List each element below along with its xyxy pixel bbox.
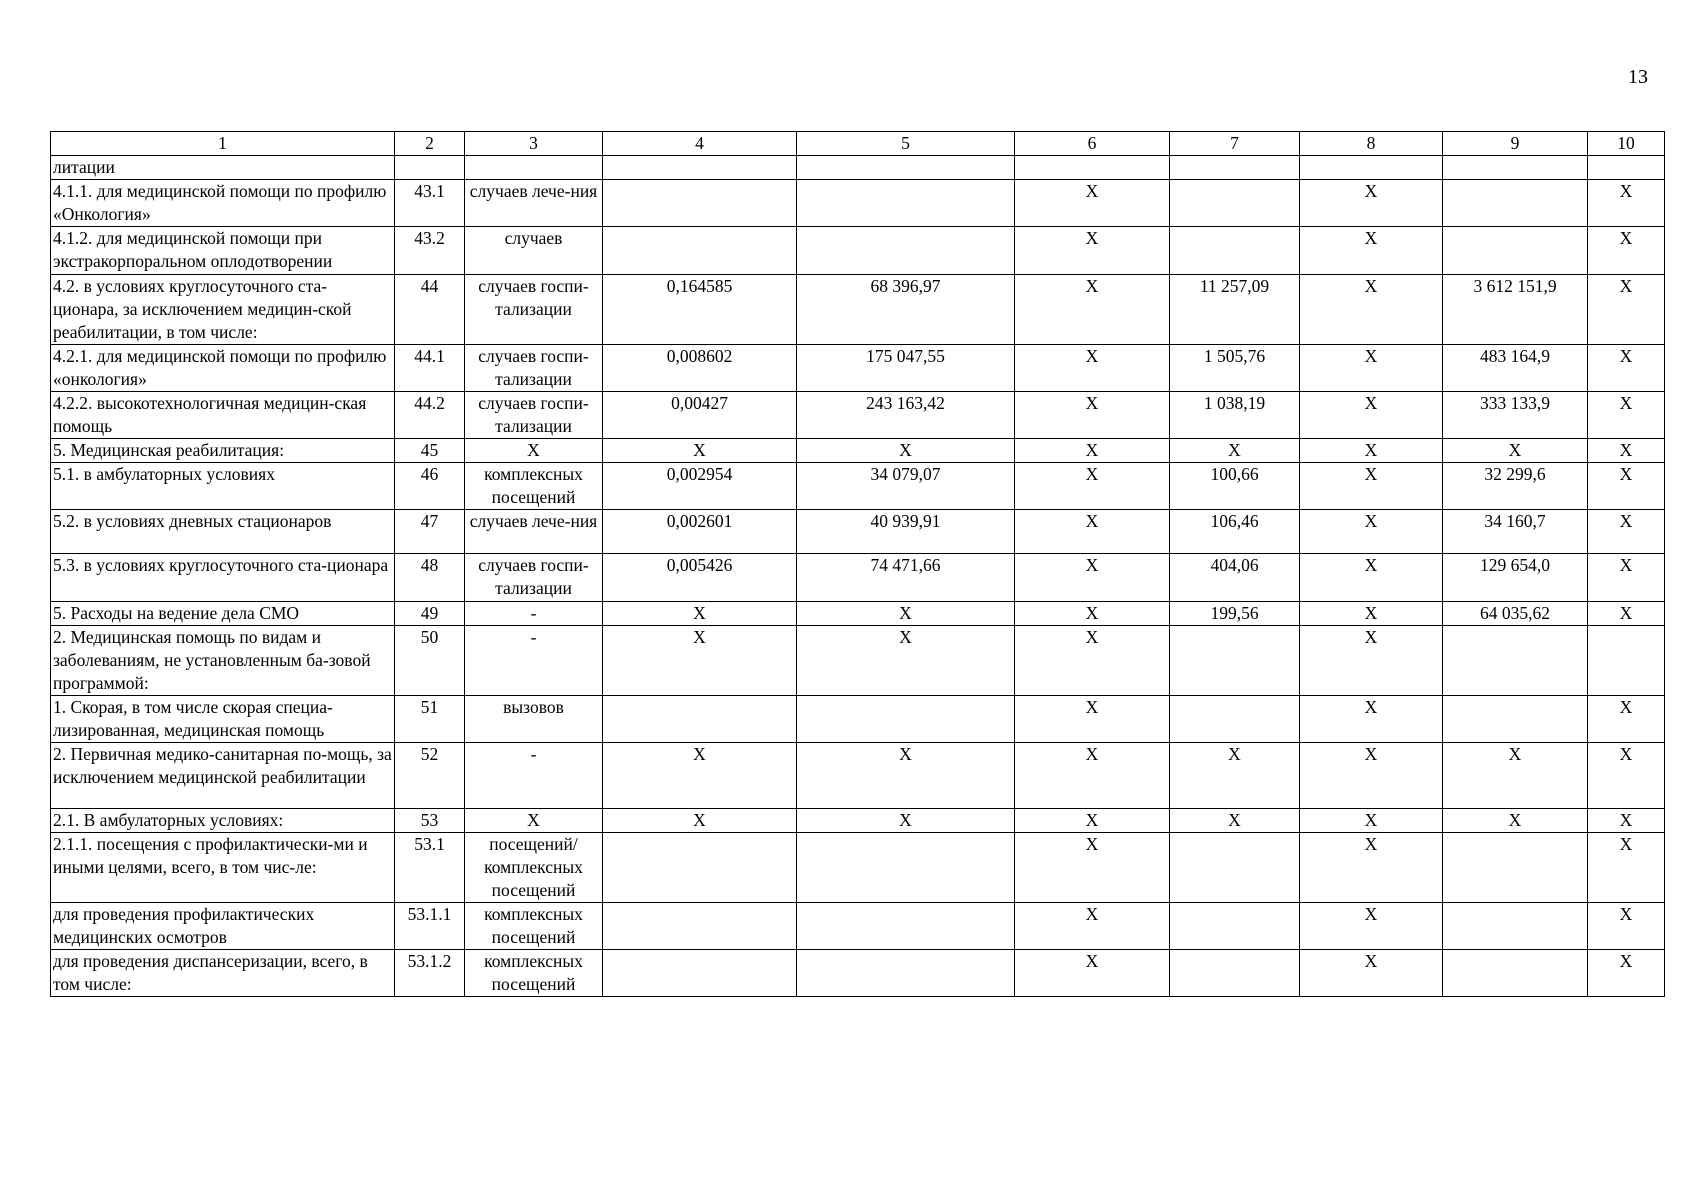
row-code-cell: 51 — [395, 696, 465, 743]
value-cell: Х — [1015, 602, 1170, 626]
value-cell: Х — [1588, 439, 1665, 463]
value-cell: Х — [1170, 439, 1300, 463]
value-cell: Х — [1015, 345, 1170, 392]
unit-cell: посещений/ комплексных посещений — [465, 833, 603, 903]
value-cell — [603, 903, 797, 950]
value-cell — [1300, 156, 1443, 180]
row-code-cell: 49 — [395, 602, 465, 626]
value-cell: Х — [1588, 180, 1665, 227]
value-cell: 68 396,97 — [797, 275, 1015, 345]
value-cell: Х — [1015, 626, 1170, 696]
value-cell: Х — [603, 602, 797, 626]
value-cell: 483 164,9 — [1443, 345, 1588, 392]
value-cell: Х — [1300, 392, 1443, 439]
table-row — [51, 696, 1665, 743]
data-table — [50, 131, 1665, 997]
value-cell — [797, 903, 1015, 950]
row-name-cell: 5. Расходы на ведение дела СМО — [51, 602, 395, 626]
value-cell — [1443, 626, 1588, 696]
unit-cell: - — [465, 743, 603, 809]
row-name-cell: 2. Первичная медико-санитарная по-мощь, за исключением медицинской реабилитации — [51, 743, 395, 809]
row-name-cell: 4.2. в условиях круглосуточного ста-ционара, за исключением медицин-ской реабилитации, в том числе: — [51, 275, 395, 345]
row-name-cell: 5.2. в условиях дневных стационаров — [51, 510, 395, 554]
value-cell — [1170, 180, 1300, 227]
header-cell: 6 — [1015, 132, 1170, 156]
row-code-cell: 43.1 — [395, 180, 465, 227]
value-cell: Х — [1300, 696, 1443, 743]
unit-cell: Х — [465, 809, 603, 833]
row-code-cell: 44.2 — [395, 392, 465, 439]
value-cell: 333 133,9 — [1443, 392, 1588, 439]
value-cell: Х — [1588, 743, 1665, 809]
value-cell: Х — [1300, 510, 1443, 554]
header-cell: 10 — [1588, 132, 1665, 156]
table-row — [51, 554, 1665, 602]
value-cell: Х — [1015, 392, 1170, 439]
header-cell: 9 — [1443, 132, 1588, 156]
table-row — [51, 439, 1665, 463]
value-cell — [1170, 833, 1300, 903]
value-cell: 34 079,07 — [797, 463, 1015, 510]
value-cell — [603, 950, 797, 997]
value-cell — [1170, 227, 1300, 275]
value-cell: Х — [1588, 696, 1665, 743]
row-code-cell: 53.1.2 — [395, 950, 465, 997]
value-cell — [797, 156, 1015, 180]
value-cell: Х — [1588, 227, 1665, 275]
value-cell: Х — [1015, 743, 1170, 809]
value-cell — [1588, 156, 1665, 180]
row-name-cell: для проведения профилактических медицинских осмотров — [51, 903, 395, 950]
value-cell: 0,002601 — [603, 510, 797, 554]
value-cell: Х — [1300, 743, 1443, 809]
value-cell — [1443, 950, 1588, 997]
table-row — [51, 743, 1665, 809]
value-cell: Х — [1588, 510, 1665, 554]
value-cell: Х — [1015, 696, 1170, 743]
value-cell: Х — [1015, 510, 1170, 554]
value-cell: Х — [1300, 180, 1443, 227]
unit-cell: случаев госпи-тализации — [465, 392, 603, 439]
value-cell: 243 163,42 — [797, 392, 1015, 439]
value-cell: Х — [1300, 554, 1443, 602]
value-cell: 100,66 — [1170, 463, 1300, 510]
row-name-cell: 4.2.2. высокотехнологичная медицин-ская помощь — [51, 392, 395, 439]
value-cell: Х — [1015, 439, 1170, 463]
value-cell: Х — [1300, 602, 1443, 626]
header-cell: 5 — [797, 132, 1015, 156]
unit-cell: случаев лече-ния — [465, 510, 603, 554]
table-row — [51, 602, 1665, 626]
value-cell: Х — [603, 626, 797, 696]
row-code-cell: 50 — [395, 626, 465, 696]
value-cell: Х — [1300, 833, 1443, 903]
unit-cell: случаев лече-ния — [465, 180, 603, 227]
value-cell — [603, 696, 797, 743]
value-cell — [1443, 696, 1588, 743]
header-cell: 3 — [465, 132, 603, 156]
table-row — [51, 156, 1665, 180]
value-cell: 1 505,76 — [1170, 345, 1300, 392]
value-cell: Х — [797, 743, 1015, 809]
row-code-cell: 44.1 — [395, 345, 465, 392]
value-cell: 40 939,91 — [797, 510, 1015, 554]
value-cell — [603, 180, 797, 227]
table-row — [51, 809, 1665, 833]
row-code-cell: 45 — [395, 439, 465, 463]
value-cell: 129 654,0 — [1443, 554, 1588, 602]
header-cell: 7 — [1170, 132, 1300, 156]
row-name-cell: 2.1. В амбулаторных условиях: — [51, 809, 395, 833]
value-cell: 1 038,19 — [1170, 392, 1300, 439]
value-cell — [1170, 950, 1300, 997]
value-cell: Х — [1588, 345, 1665, 392]
unit-cell: вызовов — [465, 696, 603, 743]
header-cell: 4 — [603, 132, 797, 156]
value-cell: Х — [1300, 463, 1443, 510]
value-cell: Х — [603, 439, 797, 463]
value-cell: Х — [603, 809, 797, 833]
value-cell: Х — [1015, 180, 1170, 227]
row-code-cell: 44 — [395, 275, 465, 345]
row-name-cell: 5.3. в условиях круглосуточного ста-ционара — [51, 554, 395, 602]
value-cell: 199,56 — [1170, 602, 1300, 626]
value-cell — [797, 180, 1015, 227]
value-cell — [1443, 156, 1588, 180]
header-cell: 1 — [51, 132, 395, 156]
value-cell — [1588, 626, 1665, 696]
value-cell — [1170, 903, 1300, 950]
value-cell — [1170, 626, 1300, 696]
value-cell: 106,46 — [1170, 510, 1300, 554]
value-cell — [603, 156, 797, 180]
value-cell: Х — [1170, 809, 1300, 833]
row-name-cell: 4.1.2. для медицинской помощи при экстракорпоральном оплодотворении — [51, 227, 395, 275]
value-cell: Х — [1170, 743, 1300, 809]
value-cell: Х — [1015, 463, 1170, 510]
row-code-cell: 47 — [395, 510, 465, 554]
value-cell: Х — [1588, 602, 1665, 626]
unit-cell: - — [465, 626, 603, 696]
table-row — [51, 345, 1665, 392]
page-number: 13 — [1628, 66, 1648, 88]
value-cell: Х — [1300, 275, 1443, 345]
row-code-cell: 52 — [395, 743, 465, 809]
value-cell — [1170, 156, 1300, 180]
value-cell: Х — [1588, 275, 1665, 345]
table-row — [51, 275, 1665, 345]
table-row — [51, 392, 1665, 439]
value-cell: Х — [1588, 950, 1665, 997]
value-cell: Х — [1015, 809, 1170, 833]
row-code-cell: 43.2 — [395, 227, 465, 275]
table-row — [51, 950, 1665, 997]
unit-cell: случаев госпи-тализации — [465, 275, 603, 345]
value-cell — [603, 227, 797, 275]
value-cell: Х — [1300, 227, 1443, 275]
row-code-cell: 53.1.1 — [395, 903, 465, 950]
unit-cell: Х — [465, 439, 603, 463]
value-cell: 0,008602 — [603, 345, 797, 392]
table-row — [51, 833, 1665, 903]
value-cell: 11 257,09 — [1170, 275, 1300, 345]
table-row — [51, 227, 1665, 275]
row-code-cell: 53.1 — [395, 833, 465, 903]
unit-cell — [465, 156, 603, 180]
value-cell: Х — [797, 809, 1015, 833]
value-cell: Х — [1443, 809, 1588, 833]
unit-cell: комплексных посещений — [465, 903, 603, 950]
value-cell: 0,005426 — [603, 554, 797, 602]
row-code-cell: 53 — [395, 809, 465, 833]
value-cell: 74 471,66 — [797, 554, 1015, 602]
row-code-cell: 48 — [395, 554, 465, 602]
value-cell: Х — [1588, 392, 1665, 439]
value-cell: 404,06 — [1170, 554, 1300, 602]
value-cell: Х — [1015, 554, 1170, 602]
value-cell — [1443, 833, 1588, 903]
row-code-cell: 46 — [395, 463, 465, 510]
row-name-cell: 4.1.1. для медицинской помощи по профилю «Онкология» — [51, 180, 395, 227]
row-name-cell: литации — [51, 156, 395, 180]
value-cell: 32 299,6 — [1443, 463, 1588, 510]
header-cell: 8 — [1300, 132, 1443, 156]
value-cell — [1443, 227, 1588, 275]
value-cell: 0,164585 — [603, 275, 797, 345]
value-cell: 3 612 151,9 — [1443, 275, 1588, 345]
value-cell: Х — [1015, 950, 1170, 997]
unit-cell: - — [465, 602, 603, 626]
value-cell: Х — [1588, 809, 1665, 833]
unit-cell: случаев — [465, 227, 603, 275]
value-cell: Х — [797, 439, 1015, 463]
unit-cell: случаев госпи-тализации — [465, 345, 603, 392]
value-cell: 175 047,55 — [797, 345, 1015, 392]
value-cell: Х — [1300, 345, 1443, 392]
value-cell — [797, 950, 1015, 997]
row-code-cell — [395, 156, 465, 180]
table-row — [51, 510, 1665, 554]
value-cell — [603, 833, 797, 903]
value-cell: Х — [1588, 463, 1665, 510]
value-cell: Х — [797, 602, 1015, 626]
unit-cell: комплексных посещений — [465, 463, 603, 510]
value-cell: Х — [1588, 833, 1665, 903]
value-cell: Х — [1015, 275, 1170, 345]
table-row — [51, 180, 1665, 227]
row-name-cell: 1. Скорая, в том числе скорая специа-лизированная, медицинская помощь — [51, 696, 395, 743]
value-cell: Х — [603, 743, 797, 809]
value-cell — [1015, 156, 1170, 180]
value-cell — [1170, 696, 1300, 743]
value-cell: Х — [1588, 554, 1665, 602]
value-cell: Х — [1015, 833, 1170, 903]
value-cell — [1443, 903, 1588, 950]
row-name-cell: 4.2.1. для медицинской помощи по профилю «онкология» — [51, 345, 395, 392]
value-cell: 0,002954 — [603, 463, 797, 510]
value-cell — [797, 227, 1015, 275]
unit-cell: комплексных посещений — [465, 950, 603, 997]
value-cell: Х — [797, 626, 1015, 696]
header-row — [51, 132, 1665, 156]
value-cell: Х — [1443, 439, 1588, 463]
row-name-cell: 5. Медицинская реабилитация: — [51, 439, 395, 463]
value-cell — [1443, 180, 1588, 227]
value-cell: Х — [1300, 626, 1443, 696]
value-cell: Х — [1300, 809, 1443, 833]
table-row — [51, 626, 1665, 696]
row-name-cell: 2. Медицинская помощь по видам и заболеваниям, не установленным ба-зовой программой: — [51, 626, 395, 696]
value-cell: Х — [1015, 903, 1170, 950]
value-cell: Х — [1300, 950, 1443, 997]
value-cell: Х — [1443, 743, 1588, 809]
table-row — [51, 463, 1665, 510]
unit-cell: случаев госпи-тализации — [465, 554, 603, 602]
value-cell: 0,00427 — [603, 392, 797, 439]
row-name-cell: 5.1. в амбулаторных условиях — [51, 463, 395, 510]
value-cell: Х — [1588, 903, 1665, 950]
value-cell: Х — [1300, 903, 1443, 950]
row-name-cell: для проведения диспансеризации, всего, в том числе: — [51, 950, 395, 997]
value-cell: 64 035,62 — [1443, 602, 1588, 626]
table-row — [51, 903, 1665, 950]
header-cell: 2 — [395, 132, 465, 156]
value-cell — [797, 833, 1015, 903]
value-cell: Х — [1300, 439, 1443, 463]
value-cell — [797, 696, 1015, 743]
value-cell: Х — [1015, 227, 1170, 275]
row-name-cell: 2.1.1. посещения с профилактически-ми и иными целями, всего, в том чис-ле: — [51, 833, 395, 903]
value-cell: 34 160,7 — [1443, 510, 1588, 554]
